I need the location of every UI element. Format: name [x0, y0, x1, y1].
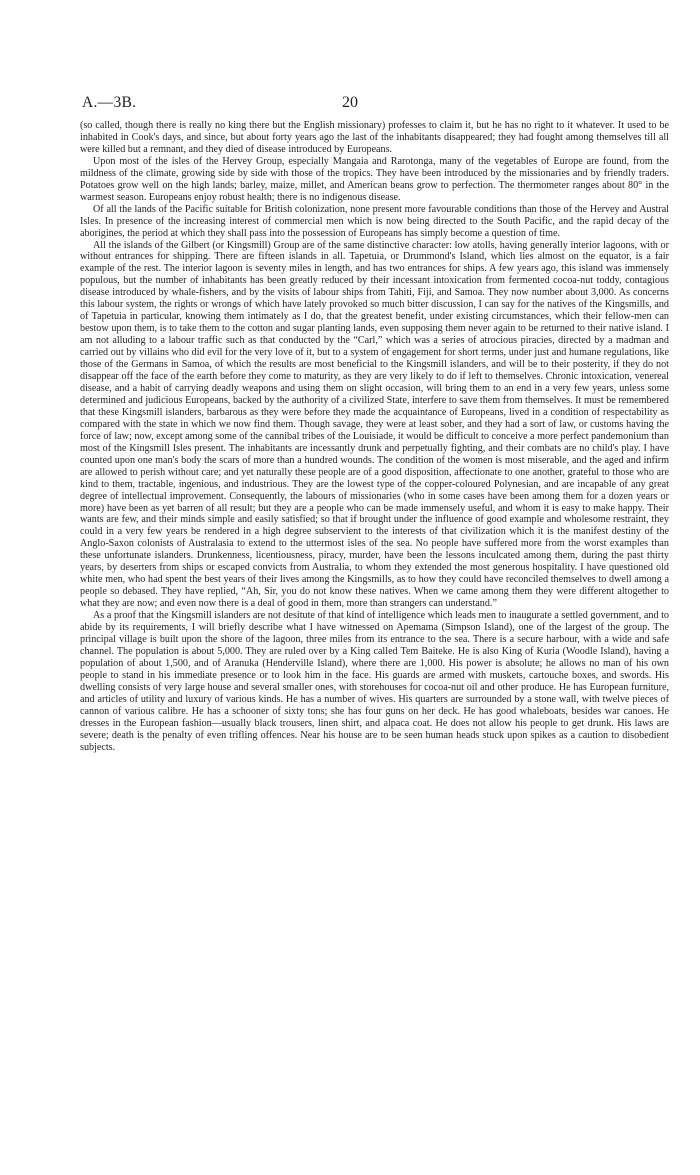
page-number: 20: [342, 94, 358, 111]
paragraph-apemama: As a proof that the Kingsmill islanders are not desitute of that kind of intelligence which leads men to inaugurate a settled government, and to abide by its requirements, I will briefly describe what I have witnessed on Apemama (Simpson Island), one of the largest of the group. The principal village is built upon the shore of the lagoon, three miles from its entrance to the sea. There is a secure harbour, with a wide and safe channel. The population is about 5,000. They are ruled over by a King called Tem Baiteke. He is also King of Kuria (Woodle Island), having a population of about 1,500, and of Aranuka (Henderville Island), where there are 1,000. His power is absolute; he allows no man of his own people to stand in his immediate presence or to look him in the face. His guards are armed with muskets, cartouche boxes, and swords. His dwelling consists of very large house and several smaller ones, with storehouses for cocoa-nut oil and other produce. He has European furniture, and articles of utility and luxury of various kinds. He has a number of wives. His quarters are surrounded by a stone wall, with twelve pieces of cannon of various calibre. He has a schooner of sixty tons; she has four guns on her deck. He has good whaleboats, besides war canoes. He dresses in the European fashion—usually black trousers, linen shirt, and alpaca coat. He does not allow his people to get drunk. His laws are severe; death is the penalty of even trifling offences. Near his house are to be seen human heads stuck upon spikes as a caution to disobedient subjects.: [80, 610, 669, 753]
page-header: [0, 94, 700, 116]
paragraph-colonization: Of all the lands of the Pacific suitable for British colonization, none present more favourable conditions than those of the Hervey and Austral Isles. In presence of the increasing interest of commercial men which is now being directed to the South Pacific, and the rapid decay of the aborigines, the period at which they shall pass into the possession of Europeans has simply become a question of time.: [80, 203, 669, 239]
paper-reference: A.—3B.: [82, 94, 137, 111]
paragraph-continued: (so called, though there is really no king there but the English missionary) professes to claim it, but he has no right to it whatever. It used to be inhabited in Cook's days, and since, but about forty years ago the last of the inhabitants disappeared; they had fought among themselves till all were killed but a remnant, and they died of disease introduced by Europeans.: [80, 120, 669, 155]
paragraph-hervey-group: Upon most of the isles of the Hervey Group, especially Mangaia and Rarotonga, many of the vegetables of Europe are found, from the mildness of the climate, growing side by side with those of the tropics. They have been introduced by the missionaries and by friendly traders. Potatoes grow well on the high lands; barley, maize, millet, and American beans grow to perfection. The thermometer ranges about 80° in the warmest season. Europeans enjoy robust health; there is no indigenous disease.: [80, 155, 669, 203]
paragraph-gilbert-group: All the islands of the Gilbert (or Kingsmill) Group are of the same distinctive character: low atolls, having generally interior lagoons, with or without entrances for shipping. There are fifteen islands in all. Tapetuia, or Drummond's Island, which lies almost on the equator, is a fair example of the rest. The interior lagoon is seventy miles in length, and has two entrances for ships. A few years ago, this island was immensely populous, but the number of inhabitants has been greatly reduced by their incessant intoxication from fermented cocoa-nut toddy, contagious disease introduced by whale-fishers, and by the visits of labour ships from Tahiti, Fiji, and Samoa. They now number about 3,000. As concerns this labour system, the rights or wrongs of which have lately provoked so much bitter discussion, I can say for the natives of the Kingsmills, and of Tapetuia in particular, knowing them intimately as I do, that the greatest benefit, under existing circumstances, which their fellow-men can bestow upon them, is to take them to the cotton and sugar planting lands, even supposing them never again to be returned to their native island. I am not alluding to a labour traffic such as that conducted by the “Carl,” which was a series of atrocious piracies, directed by a madman and carried out by villains who did evil for the very love of it, but to a system of engagement for short terms, under just and humane regulations, like those of the Germans in Samoa, of which the results are most beneficial to the Kingsmill islanders, and will be to their posterity, if they do not disappear off the face of the earth before they come to maturity, as they are very likely to do if left to themselves. Chronic intoxication, venereal disease, and a habit of carrying deadly weapons and using them on slight occasion, will bring them to an end in a very few years, unless some determined and judicious Europeans, backed by the authority of a civilized State, interfere to save them from themselves. It must be remembered that these Kingsmill islanders, barbarous as they were before they made the acquaintance of Europeans, lived in a condition of respectability as compared with the state in which we now find them. Though savage, they were at least sober, and they had a sort of law, or customs having the force of law; now, except among some of the cannibal tribes of the Louisiade, it would be difficult to conceive a more perfect pandemonium than most of the Kingsmill Isles present. The inhabitants are incessantly drunk and perpetually fighting, and their combats are no child's play. I have counted upon one man's body the scars of more than a hundred wounds. The condition of the women is most miserable, and the aged and infirm are allowed to perish without care; and yet naturally these people are of a good disposition, affectionate to one another, grateful to those who are kind to them, tractable, ingenious, and industrious. They are the lowest type of the copper-coloured Polynesian, and are incapable of any great degree of intellectual improvement. Consequently, the labours of missionaries (who in some cases have been among them for a dozen years or more) have been as yet barren of all result; but they are a people who can be made immensely useful, and whom it is easy to make happy. Their wants are few, and their minds simple and easily satisfied; so that if brought under the influence of good example and wholesome restraint, they could in a very few years be rendered in a high degree subservient to the interests of that civilization which it is the manifest destiny of the Anglo-Saxon colonists of Australasia to extend to the uttermost isles of the sea. No people have suffered more from the worst examples than these unfortunate islanders. Drunkenness, licentiousness, piracy, murder, have been the lessons inculcated among them, during the past thirty years, by deserters from ships or escaped convicts from Australia, to whom they extended the most generous hospitality. I have questioned old white men, who had spent the best years of their lives among the Kingsmills, as to how they could have reconciled themselves to dwell among a people so debased. They have replied, “Ah, Sir, you do not know these natives. When we came among them they were different altogether to what they are now; and even now there is a deal of good in them, more than strangers can understand.”: [80, 239, 669, 610]
body-text: [80, 120, 669, 754]
